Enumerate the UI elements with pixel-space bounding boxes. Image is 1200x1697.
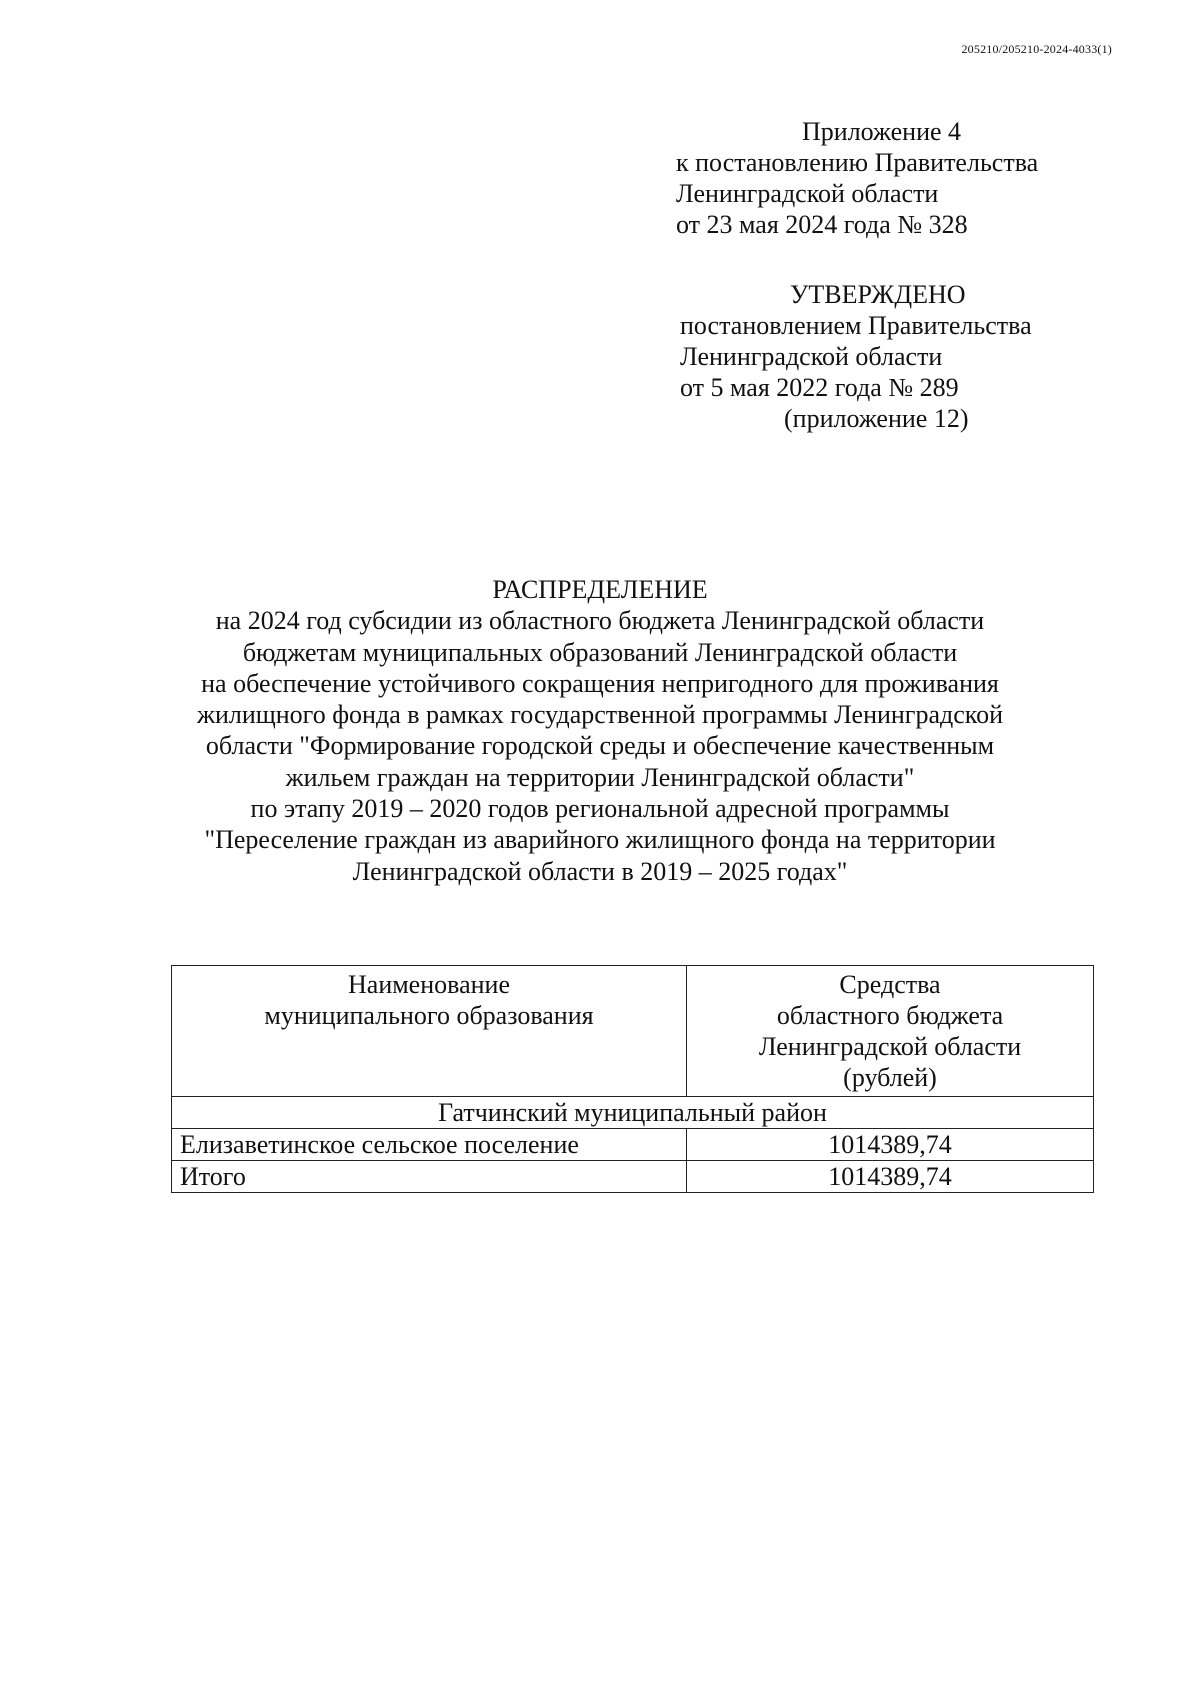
header-line: Ленинградской области	[758, 1032, 1022, 1061]
distribution-table	[171, 965, 1094, 1193]
approval-reference: (приложение 12)	[784, 404, 969, 433]
appendix-line: к постановлению Правительства	[676, 148, 1039, 177]
document-title	[100, 574, 1100, 887]
title-line: по этапу 2019 – 2020 годов региональной адресной программы	[250, 794, 950, 824]
table-total-row	[172, 1161, 1094, 1193]
title-line: жилищного фонда в рамках государственной программы Ленинградской	[196, 700, 1004, 730]
header-line: муниципального образования	[264, 1001, 594, 1030]
header-line: областного бюджета	[776, 1001, 1004, 1030]
title-line: на 2024 год субсидии из областного бюджета Ленинградской области	[215, 606, 985, 636]
approval-line: Ленинградской области	[680, 342, 943, 371]
total-value: 1014389,74	[687, 1161, 1094, 1193]
header-line: (рублей)	[843, 1063, 937, 1092]
table-header-row	[172, 966, 1094, 1097]
header-line: Наименование	[348, 970, 510, 999]
title-line: на обеспечение устойчивого сокращения непригодного для проживания	[201, 668, 999, 698]
municipality-name: Елизаветинское сельское поселение	[172, 1129, 687, 1161]
table-row	[172, 1129, 1094, 1161]
approval-line: постановлением Правительства	[680, 311, 1032, 340]
approval-date: от 5 мая 2022 года № 289	[680, 373, 959, 402]
title-line: области "Формирование городской среды и обеспечение качественным	[205, 731, 995, 761]
header-line: Средства	[839, 970, 941, 999]
appendix-line: Ленинградской области	[676, 179, 939, 208]
amount-value: 1014389,74	[687, 1129, 1094, 1161]
district-group-label: Гатчинский муниципальный район	[172, 1097, 1094, 1129]
title-line: Ленинградской области в 2019 – 2025 годах"	[352, 856, 848, 886]
appendix-title: Приложение 4	[802, 117, 962, 146]
appendix-block	[676, 116, 1038, 240]
approval-title: УТВЕРЖДЕНО	[790, 280, 966, 309]
column-header-municipality	[172, 966, 687, 1097]
column-header-amount	[687, 966, 1094, 1097]
table-group-row	[172, 1097, 1094, 1129]
title-heading: РАСПРЕДЕЛЕНИЕ	[492, 575, 708, 604]
approval-block	[680, 279, 1032, 434]
title-line: "Переселение граждан из аварийного жилищного фонда на территории	[204, 825, 996, 855]
title-line: жильем граждан на территории Ленинградской области"	[285, 762, 915, 792]
document-id: 205210/205210-2024-4033(1)	[961, 42, 1112, 56]
appendix-date: от 23 мая 2024 года № 328	[676, 210, 968, 239]
total-label: Итого	[172, 1161, 687, 1193]
title-line: бюджетам муниципальных образований Ленинградской области	[242, 637, 958, 667]
